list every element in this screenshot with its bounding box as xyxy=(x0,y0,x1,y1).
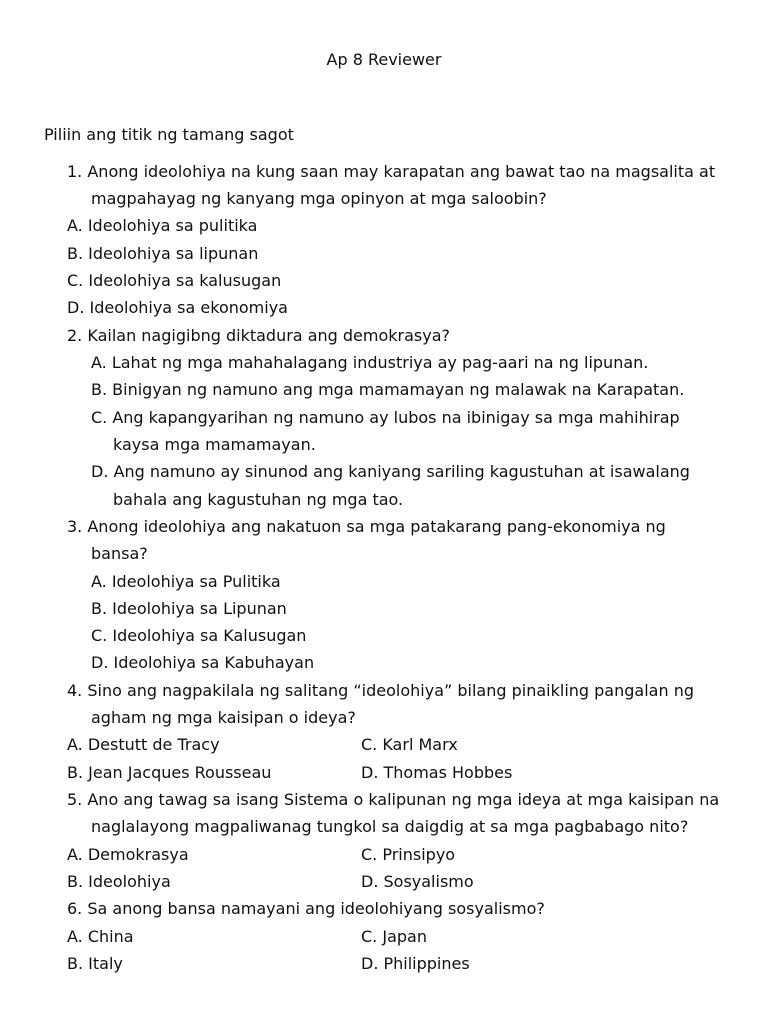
question-2-option-a: A. Lahat ng mga mahahalagang industriya ay pag-aari na ng lipunan. xyxy=(91,353,649,372)
question-2-option-b: B. Binigyan ng namuno ang mga mamamayan ng malawak na Karapatan. xyxy=(91,380,685,399)
question-5-text-cont: naglalayong magpaliwanag tungkol sa daigdig at sa mga pagbabago nito? xyxy=(91,817,689,836)
question-3-option-b: B. Ideolohiya sa Lipunan xyxy=(91,599,287,618)
question-5-option-a: A. Demokrasya xyxy=(67,845,189,864)
question-5-option-c: C. Prinsipyo xyxy=(361,845,456,864)
question-1-option-d: D. Ideolohiya sa ekonomiya xyxy=(67,298,288,317)
question-1-text: 1. Anong ideolohiya na kung saan may karapatan ang bawat tao na magsalita at xyxy=(67,162,716,181)
question-6-option-d: D. Philippines xyxy=(361,954,470,973)
question-1-option-a: A. Ideolohiya sa pulitika xyxy=(67,216,258,235)
question-2-text: 2. Kailan nagigibng diktadura ang demokrasya? xyxy=(67,326,450,345)
page-title: Ap 8 Reviewer xyxy=(326,50,442,69)
question-4-text: 4. Sino ang nagpakilala ng salitang “ideolohiya” bilang pinaikling pangalan ng xyxy=(67,681,694,700)
question-1-option-c: C. Ideolohiya sa kalusugan xyxy=(67,271,282,290)
question-6-text: 6. Sa anong bansa namayani ang ideolohiyang sosyalismo? xyxy=(67,899,545,918)
question-2-option-c: C. Ang kapangyarihan ng namuno ay lubos na ibinigay sa mga mahihirap xyxy=(91,408,680,427)
question-2-option-d: D. Ang namuno ay sinunod ang kaniyang sariling kagustuhan at isawalang xyxy=(91,462,690,481)
question-3-text: 3. Anong ideolohiya ang nakatuon sa mga patakarang pang-ekonomiya ng xyxy=(67,517,666,536)
question-2-option-c-cont: kaysa mga mamamayan. xyxy=(113,435,316,454)
question-2-option-d-cont: bahala ang kagustuhan ng mga tao. xyxy=(113,490,404,509)
instruction-text: Piliin ang titik ng tamang sagot xyxy=(44,125,294,144)
question-3-option-a: A. Ideolohiya sa Pulitika xyxy=(91,572,281,591)
question-4-option-b: B. Jean Jacques Rousseau xyxy=(67,763,272,782)
question-3-option-c: C. Ideolohiya sa Kalusugan xyxy=(91,626,307,645)
question-6-option-a: A. China xyxy=(67,927,134,946)
question-5-text: 5. Ano ang tawag sa isang Sistema o kalipunan ng mga ideya at mga kaisipan na xyxy=(67,790,720,809)
question-4-option-d: D. Thomas Hobbes xyxy=(361,763,513,782)
question-4-option-a: A. Destutt de Tracy xyxy=(67,735,220,754)
question-3-option-d: D. Ideolohiya sa Kabuhayan xyxy=(91,653,315,672)
question-5-option-b: B. Ideolohiya xyxy=(67,872,171,891)
question-1-text-cont: magpahayag ng kanyang mga opinyon at mga saloobin? xyxy=(91,189,547,208)
question-3-text-cont: bansa? xyxy=(91,544,148,563)
question-5-option-d: D. Sosyalismo xyxy=(361,872,474,891)
question-4-text-cont: agham ng mga kaisipan o ideya? xyxy=(91,708,356,727)
question-6-option-c: C. Japan xyxy=(361,927,427,946)
question-1-option-b: B. Ideolohiya sa lipunan xyxy=(67,244,259,263)
question-6-option-b: B. Italy xyxy=(67,954,123,973)
question-4-option-c: C. Karl Marx xyxy=(361,735,458,754)
